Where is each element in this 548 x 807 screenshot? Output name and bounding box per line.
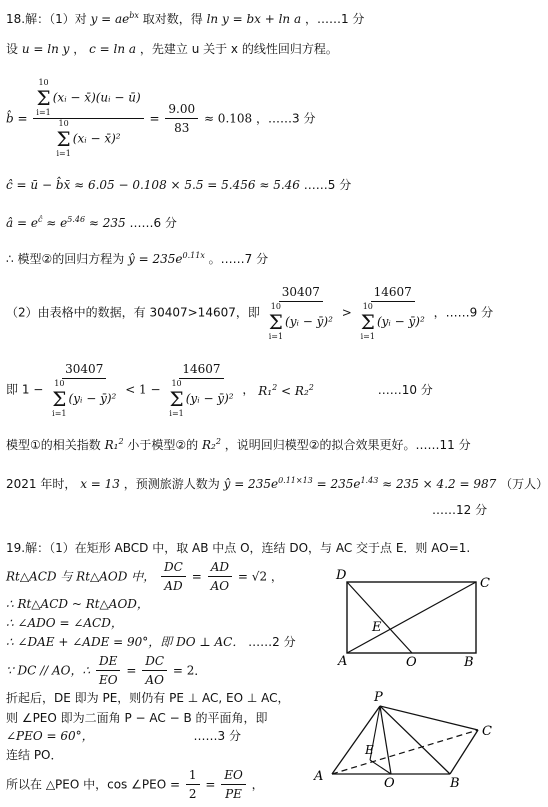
label-e: E: [365, 743, 374, 757]
label-a: A: [314, 769, 324, 784]
sum-upper: 10: [38, 78, 49, 87]
b-denominator: [53, 119, 123, 159]
q18-line2: [6, 41, 338, 57]
text: 小于模型②的: [127, 438, 199, 452]
denominator: [358, 302, 428, 342]
score-mark: ……2 分: [248, 635, 296, 649]
numerator: DE: [96, 652, 120, 671]
b-fraction: [33, 78, 143, 159]
q18-b-formula: [6, 78, 315, 159]
sum-upper: 10: [362, 302, 373, 311]
formula: Rt△ACD 与 Rt△AOD 中，: [6, 569, 156, 584]
q19-line9: [6, 728, 241, 744]
sum-symbol: 10 Σ i=1: [52, 379, 67, 418]
denominator: AD: [164, 579, 183, 593]
b-value-denominator: 83: [174, 121, 190, 135]
sum-symbol: 10 Σ i=1: [36, 78, 51, 117]
text: 设: [6, 42, 19, 56]
formula: = √2 ，: [237, 569, 283, 584]
formula-sup: 0.11x: [182, 251, 205, 260]
q19-line10: 连结 PO．: [6, 748, 63, 762]
numerator: AD: [208, 558, 232, 577]
text: 所以在 △PEO 中，cos ∠PEO =: [6, 777, 181, 792]
text: ∴ 模型②的回归方程为: [6, 252, 125, 266]
text: ，先建立 u 关于 x 的线性回归方程。: [139, 42, 338, 56]
q18-model-line: [6, 248, 268, 267]
less-than: <: [277, 384, 295, 398]
formula-sup: 5.46: [67, 215, 86, 224]
edge-bc: [450, 730, 478, 774]
formula: ∵ DC // AO，∴: [6, 663, 91, 678]
r1-sup: 2: [272, 383, 278, 392]
formula: u = ln y: [21, 42, 70, 56]
q18-part4-line: [6, 434, 471, 453]
r1-sup: 2: [118, 437, 124, 446]
label-p: P: [374, 690, 383, 705]
ratio-fraction-2: [142, 652, 167, 689]
r2: R₂: [294, 384, 309, 398]
score-mark: ……12 分: [432, 503, 488, 517]
sum-lower: i=1: [268, 332, 284, 341]
numerator: 30407: [62, 360, 106, 379]
formula: (yᵢ − ȳ)²: [285, 314, 333, 329]
sum-lower: i=1: [52, 409, 67, 418]
denominator: [266, 302, 336, 342]
formula: (yᵢ − ȳ)²: [376, 314, 425, 329]
q18-a-line: [6, 212, 177, 231]
label-o: O: [406, 655, 417, 670]
label-c: C: [480, 576, 490, 591]
pyramid-figure: [310, 688, 500, 791]
r-compare: [258, 384, 314, 398]
q18-c-line: [6, 177, 351, 193]
q18-part3-line: [6, 360, 433, 419]
formula: ≈ e: [42, 216, 68, 230]
formula: b̂ =: [6, 111, 28, 126]
score-mark: ，……9 分: [433, 305, 494, 320]
text: ，: [242, 382, 255, 397]
diagonal-ac: [347, 582, 476, 653]
label-b: B: [464, 655, 474, 670]
formula: (yᵢ − ȳ)²: [68, 391, 117, 406]
cos-fraction-2: [221, 766, 246, 803]
denominator: EO: [98, 673, 118, 687]
formula: â = e: [6, 216, 38, 230]
sum-lower: i=1: [56, 149, 71, 158]
numerator: 14607: [371, 283, 415, 302]
sum-symbol: 10 Σ i=1: [56, 119, 71, 158]
score-mark: ……10 分: [377, 382, 433, 397]
denominator: [166, 379, 236, 419]
sum-upper: 10: [171, 379, 182, 388]
formula-sup: 0.11×13: [278, 476, 313, 485]
r2-sup: 2: [215, 437, 221, 446]
denominator: AO: [145, 673, 164, 687]
sum-lower: i=1: [36, 108, 51, 117]
q19-line5: [6, 634, 296, 650]
numerator: 30407: [279, 283, 323, 302]
sum-upper: 10: [270, 302, 281, 311]
sum-upper: 10: [54, 379, 65, 388]
label-e: E: [372, 620, 382, 635]
edge-pc: [380, 706, 478, 730]
formula: y = ae: [90, 12, 130, 26]
less-than: < 1 −: [125, 382, 161, 397]
edge-po: [380, 706, 391, 774]
formula: = 2．: [172, 663, 207, 678]
edge-eo: [370, 760, 391, 774]
numerator: 1: [186, 766, 200, 785]
score-mark: 。……7 分: [208, 252, 269, 266]
q19-line11: 所以在 △PEO 中，cos ∠PEO = $\frac{1}{2}$ = $\frac{EO}{PE}$ ，: [6, 768, 264, 801]
formula: ≈ 235: [85, 216, 126, 230]
score-mark: ……6 分: [129, 216, 177, 230]
b-numerator: [33, 78, 143, 119]
q19-line4: ∴ ∠ADO = ∠ACD，: [6, 616, 123, 630]
sum-upper: 10: [58, 119, 69, 128]
r2: R₂: [201, 438, 216, 452]
r1: R₁: [104, 438, 119, 452]
r-fraction-2: [166, 360, 236, 419]
score-mark: ……3 分: [193, 729, 241, 743]
formula: ，: [251, 777, 264, 792]
formula: ŷ = 235e: [128, 252, 183, 266]
formula: ≈ 235 × 4.2 = 987: [378, 477, 497, 491]
label-o: O: [384, 776, 395, 791]
formula-sup: bx: [129, 11, 139, 20]
q19-line8: 则 ∠PEO 即为二面角 P − AC − B 的平面角，即: [6, 711, 268, 725]
formula: (xᵢ − x̄)(uᵢ − ū): [52, 90, 141, 105]
q19-line6: ∵ DC // AO，∴ $\frac{DE}{EO}$ = $\frac{DC}{AO}$ = 2．: [6, 654, 207, 687]
formula: ∴ ∠DAE + ∠ADE = 90°，即 DO ⊥ AC．: [6, 635, 245, 649]
b-value-numerator: 9.00: [165, 100, 198, 119]
equals: =: [149, 111, 160, 126]
ratio-fraction-1: [161, 558, 186, 595]
formula: x = 13: [80, 477, 120, 491]
q18-part5-line: [6, 473, 548, 492]
unit: （万人）: [500, 477, 548, 491]
text: 即 1 −: [6, 382, 44, 397]
numerator: EO: [221, 766, 246, 785]
text: ，预测旅游人数为: [123, 477, 220, 491]
r1: R₁: [258, 384, 273, 398]
numerator: 14607: [179, 360, 223, 379]
q18-heading: 18.解：（1）对: [6, 12, 87, 26]
text: 2021 年时，: [6, 477, 77, 491]
sum-symbol: 10 Σ i=1: [268, 302, 284, 341]
ratio-fraction-1: [266, 283, 336, 342]
score-mark: ……5 分: [303, 178, 352, 192]
ratio-fraction-2: [358, 283, 428, 342]
text: 取对数，得: [142, 12, 203, 26]
ratio-fraction-2: [208, 558, 233, 595]
text: （2）由表格中的数据，有 30407>14607，即: [6, 305, 260, 320]
rectangle-figure: [330, 565, 490, 670]
formula-sup: 1.43: [360, 476, 379, 485]
sum-symbol: 10 Σ i=1: [169, 379, 184, 418]
q19-line7: 折起后，DE 即为 PE，则仍有 PE ⊥ AC, EO ⊥ AC，: [6, 691, 290, 705]
q18-part2-line: [6, 283, 493, 342]
numerator: DC: [142, 652, 167, 671]
cos-fraction-1: [186, 766, 200, 803]
formula: ≈ 0.108: [203, 111, 253, 126]
formula: ĉ = ū − b̂x̄ ≈ 6.05 − 0.108 × 5.5 = 5.456 ≈ 5.46: [6, 178, 300, 192]
denominator: [49, 379, 119, 419]
formula: (yᵢ − ȳ)²: [185, 391, 234, 406]
formula: ∠PEO = 60°，: [6, 729, 94, 743]
denominator: 2: [188, 787, 197, 801]
q18-line1: [6, 8, 364, 27]
q19-line3: ∴ Rt△ACD ~ Rt△AOD，: [6, 597, 149, 611]
text: 模型①的相关指数: [6, 438, 101, 452]
edge-pa: [332, 706, 380, 774]
label-c: C: [482, 724, 492, 739]
score-mark: ，……3 分: [256, 111, 316, 126]
edge-ac-hidden: [332, 730, 478, 774]
formula: = 235e: [312, 477, 361, 491]
r2-sup: 2: [308, 383, 314, 392]
q19-line2: Rt△ACD 与 Rt△AOD 中， $\frac{DC}{AD}$ = $\frac{AD}{AO}$ = √2 ，: [6, 560, 283, 593]
q19-heading: 19.解：（1）在矩形 ABCD 中，取 AB 中点 O，连结 DO，与 AC 交于点 E．则 AO=1.: [6, 541, 471, 555]
b-value-fraction: [165, 100, 198, 137]
formula: c = ln a: [89, 42, 137, 56]
sum-lower: i=1: [360, 332, 375, 341]
edge-pb: [380, 706, 450, 774]
formula: ln y = bx + ln a: [206, 12, 302, 26]
label-d: D: [336, 568, 347, 583]
denominator: PE: [225, 787, 242, 801]
segment-do: [347, 582, 412, 653]
greater-than: >: [341, 305, 352, 320]
formula-sup: ĉ: [37, 215, 43, 224]
text: ，说明回归模型②的拟合效果更好。……11 分: [224, 438, 471, 452]
sum-lower: i=1: [169, 409, 184, 418]
score-mark: ，……1 分: [304, 12, 365, 26]
ratio-fraction-1: [96, 652, 121, 689]
text: ，: [73, 42, 86, 56]
label-b: B: [450, 776, 460, 791]
r-fraction-1: [49, 360, 119, 419]
denominator: AO: [210, 579, 230, 593]
label-a: A: [338, 654, 348, 669]
formula: ŷ = 235e: [223, 477, 279, 491]
formula: (xᵢ − x̄)²: [72, 131, 121, 146]
numerator: DC: [161, 558, 186, 577]
sum-symbol: 10 Σ i=1: [360, 302, 375, 341]
